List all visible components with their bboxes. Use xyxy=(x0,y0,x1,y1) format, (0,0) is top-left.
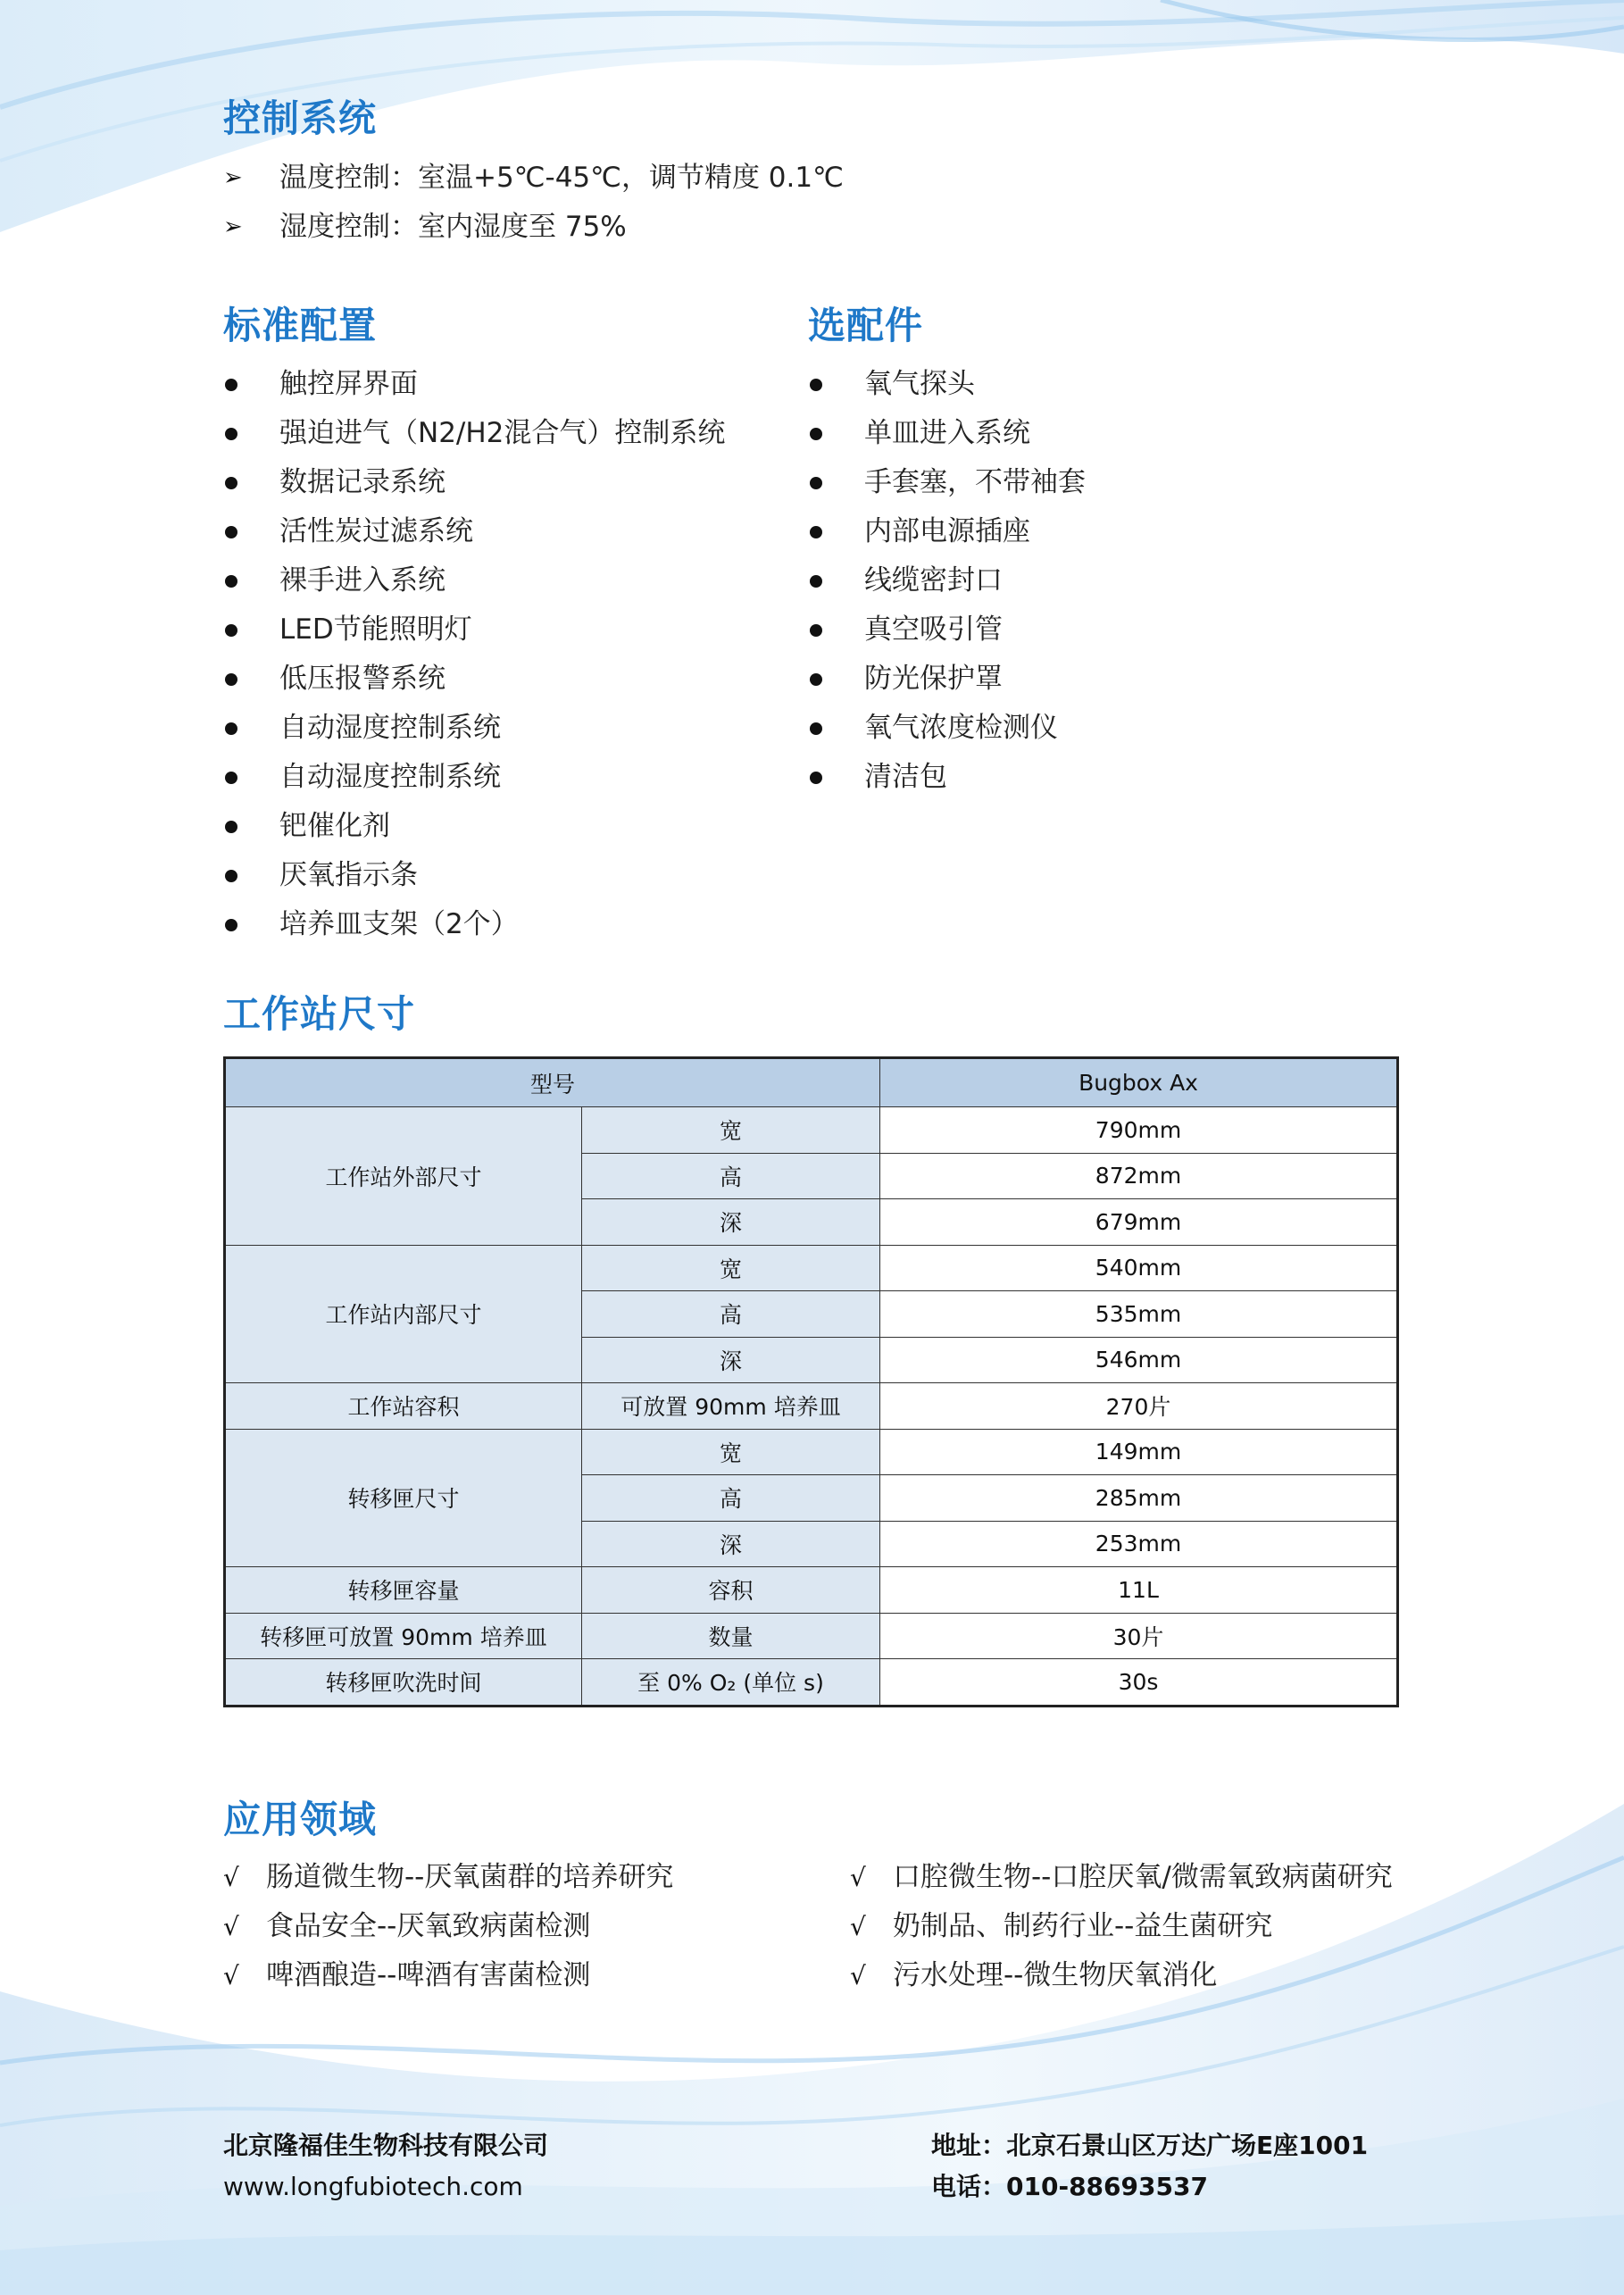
website-link[interactable]: www.longfubiotech.com xyxy=(223,2172,523,2201)
value-cell: 790mm xyxy=(880,1107,1398,1154)
control-section-title: 控制系统 xyxy=(223,96,378,140)
inner-size-label: 工作站内部尺寸 xyxy=(225,1245,582,1383)
list-item: 钯催化剂 xyxy=(279,810,390,842)
value-cell: 253mm xyxy=(880,1521,1398,1567)
table-row xyxy=(225,1107,1398,1154)
value-cell: 546mm xyxy=(880,1337,1398,1383)
optional-parts-list xyxy=(808,360,1086,802)
value-cell: 535mm xyxy=(880,1291,1398,1338)
list-item: 厌氧指示条 xyxy=(279,859,418,891)
dimensions-table xyxy=(223,1056,1399,1707)
applications-left-list xyxy=(223,1853,673,2000)
check-mark-icon: √ xyxy=(850,1961,866,1990)
list-item: √ 口腔微生物--口腔厌氧/微需氧致病菌研究 xyxy=(850,1853,1393,1902)
list-item: 防光保护罩 xyxy=(864,663,1003,695)
control-list xyxy=(223,154,844,252)
table-header-row xyxy=(225,1058,1398,1107)
company-name: 北京隆福佳生物科技有限公司 xyxy=(223,2131,549,2160)
list-item: 真空吸引管 xyxy=(864,613,1003,646)
dimension-cell: 宽 xyxy=(582,1245,880,1291)
list-item: ➢ 温度控制：室温+5℃-45℃，调节精度 0.1℃ xyxy=(223,154,844,203)
list-item: √ 污水处理--微生物厌氧消化 xyxy=(850,1951,1393,2000)
list-item: 活性炭过滤系统 xyxy=(279,515,473,547)
footer-right xyxy=(931,2125,1368,2207)
list-item: 内部电源插座 xyxy=(864,515,1030,547)
list-item: 自动湿度控制系统 xyxy=(279,761,501,793)
list-item: 单皿进入系统 xyxy=(864,417,1030,449)
arrow-bullet-icon: ➢ xyxy=(223,213,243,240)
list-item: 触控屏界面 xyxy=(279,368,418,400)
table-row xyxy=(225,1567,1398,1614)
list-item: √ 啤酒酿造--啤酒有害菌检测 xyxy=(223,1951,673,2000)
box-dishes-sub: 数量 xyxy=(582,1613,880,1659)
box-purge-label: 转移匣吹洗时间 xyxy=(225,1659,582,1707)
applications-right-list xyxy=(850,1853,1393,2000)
footer-left xyxy=(223,2125,548,2207)
box-capacity-label: 转移匣容量 xyxy=(225,1567,582,1614)
dimensions-title: 工作站尺寸 xyxy=(223,992,416,1036)
list-item: 线缆密封口 xyxy=(864,564,1003,597)
table-row xyxy=(225,1429,1398,1475)
dimension-cell: 深 xyxy=(582,1337,880,1383)
model-value: Bugbox Ax xyxy=(880,1058,1398,1107)
check-mark-icon: √ xyxy=(850,1863,866,1892)
standard-config-list xyxy=(223,360,725,949)
check-mark-icon: √ xyxy=(223,1863,239,1892)
check-mark-icon: √ xyxy=(223,1961,239,1990)
arrow-bullet-icon: ➢ xyxy=(223,164,243,191)
table-row xyxy=(225,1383,1398,1430)
dimension-cell: 高 xyxy=(582,1475,880,1522)
list-item: √ 食品安全--厌氧致病菌检测 xyxy=(223,1902,673,1951)
optional-parts-title: 选配件 xyxy=(808,304,924,347)
volume-sub: 可放置 90mm 培养皿 xyxy=(582,1383,880,1430)
list-item: 裸手进入系统 xyxy=(279,564,446,597)
list-item: ➢ 湿度控制：室内湿度至 75% xyxy=(223,203,844,252)
box-purge-sub: 至 0% O₂ (单位 s) xyxy=(582,1659,880,1707)
list-item: 培养皿支架（2个） xyxy=(279,908,519,940)
value-cell: 679mm xyxy=(880,1199,1398,1246)
list-item: 强迫进气（N2/H2混合气）控制系统 xyxy=(279,417,726,449)
check-mark-icon: √ xyxy=(223,1912,239,1941)
dimension-cell: 高 xyxy=(582,1291,880,1338)
box-capacity-sub: 容积 xyxy=(582,1567,880,1614)
model-label: 型号 xyxy=(225,1058,880,1107)
list-item: 数据记录系统 xyxy=(279,466,446,498)
value-cell: 540mm xyxy=(880,1245,1398,1291)
value-cell: 30片 xyxy=(880,1613,1398,1659)
company-phone: 电话：010-88693537 xyxy=(931,2172,1208,2201)
table-row xyxy=(225,1659,1398,1707)
company-address: 地址：北京石景山区万达广场E座1001 xyxy=(931,2131,1369,2160)
box-size-label: 转移匣尺寸 xyxy=(225,1429,582,1567)
dimension-cell: 深 xyxy=(582,1521,880,1567)
value-cell: 872mm xyxy=(880,1153,1398,1199)
value-cell: 30s xyxy=(880,1659,1398,1707)
list-item: 手套塞，不带袖套 xyxy=(864,466,1086,498)
check-mark-icon: √ xyxy=(850,1912,866,1941)
list-item: √ 肠道微生物--厌氧菌群的培养研究 xyxy=(223,1853,673,1902)
list-item: √ 奶制品、制药行业--益生菌研究 xyxy=(850,1902,1393,1951)
value-cell: 149mm xyxy=(880,1429,1398,1475)
list-item: 自动湿度控制系统 xyxy=(279,712,501,744)
applications-title: 应用领域 xyxy=(223,1798,378,1841)
value-cell: 270片 xyxy=(880,1383,1398,1430)
list-item: 氧气浓度检测仪 xyxy=(864,712,1058,744)
table-row xyxy=(225,1245,1398,1291)
volume-label: 工作站容积 xyxy=(225,1383,582,1430)
value-cell: 285mm xyxy=(880,1475,1398,1522)
outer-size-label: 工作站外部尺寸 xyxy=(225,1107,582,1246)
list-item: 低压报警系统 xyxy=(279,663,446,695)
dimension-cell: 宽 xyxy=(582,1429,880,1475)
table-row xyxy=(225,1613,1398,1659)
list-item: 清洁包 xyxy=(864,761,947,793)
dimension-cell: 高 xyxy=(582,1153,880,1199)
list-item: 氧气探头 xyxy=(864,368,975,400)
standard-config-title: 标准配置 xyxy=(223,304,378,347)
box-dishes-label: 转移匣可放置 90mm 培养皿 xyxy=(225,1613,582,1659)
value-cell: 11L xyxy=(880,1567,1398,1614)
dimension-cell: 深 xyxy=(582,1199,880,1246)
dimension-cell: 宽 xyxy=(582,1107,880,1154)
list-item: LED节能照明灯 xyxy=(279,613,472,646)
